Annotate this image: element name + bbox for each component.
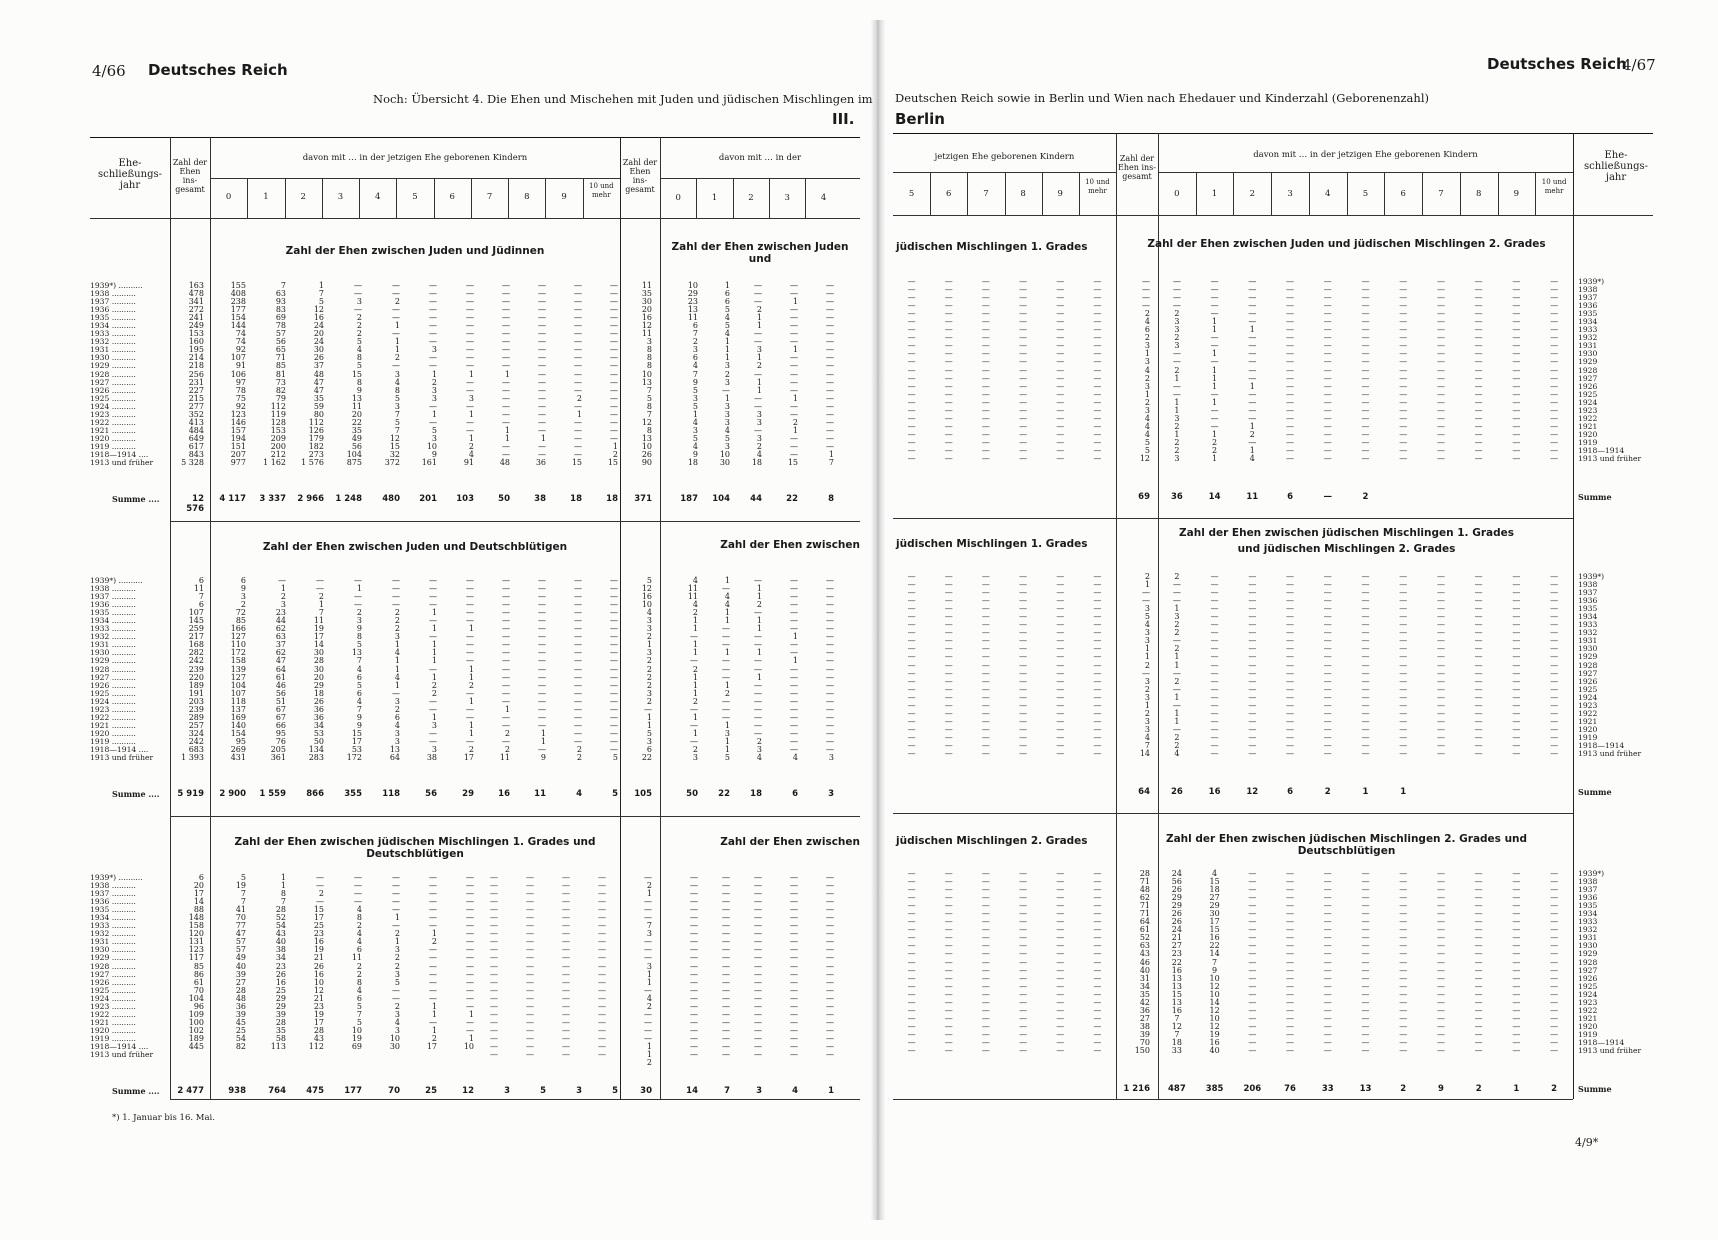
right-dashes-0-8: — — — — — — — — — — — — — — — — — — — — — — — [1474,277,1483,464]
right-page-number: 4/67 [1622,56,1656,74]
right-total-header: Zahl der Ehen ins-gesamt [1118,154,1156,181]
left-header-rule [90,218,860,219]
right-vrule-total [1116,133,1117,1099]
left-sum-2-5: 70 [388,1086,400,1096]
left-s2-title: Zahl der Ehen zwischen Juden und Deutschblütigen [262,541,568,553]
left-year-header: Ehe-schließungs-jahr [98,158,162,191]
left-s2-title-b: Zahl der Ehen zwischen [720,539,860,551]
left-sum-1-8: 16 [498,789,510,799]
left-right-block-1-c0: 4 11 11 4 2 1 1 — 1 1 — 2 1 1 1 2 — 1 — 1 — 2 3 [687,576,698,763]
left-title-line: Noch: Übersicht 4. Die Ehen und Mischehen mit Juden und jüdischen Mischlingen im [373,92,873,106]
right-dashes-0-10: — — — — — — — — — — — — — — — — — — — — — — — [1550,277,1559,464]
left-sum-0-8: 50 [498,494,510,504]
sum-label-left-2: Summe .... [112,1086,160,1096]
right-cont-dashes-2-4: — — — — — — — — — — — — — — — — — — — — — — — [1056,869,1065,1056]
left-child-count-8: 8 [524,192,530,202]
right-child-count-10: 10 und mehr [1541,178,1567,195]
right-dashes-0-3: — — — — — — — — — — — — — — — — — — — — — — — [1286,277,1295,464]
right-cont-dashes-1-1: — — — — — — — — — — — — — — — — — — — — — — — [944,572,953,759]
left-s1_left-c0: 155 408 238 177 154 144 74 74 92 107 91 106 97 78 75 92 123 146 157 194 151 207 977 [230,281,246,468]
left-s3_left-c8-empty: — — — — — — — — — — — — — — — — — — — — — — — [526,873,534,1060]
left-sum-1-3: 866 [306,789,324,799]
right-cont-dashes-2-5: — — — — — — — — — — — — — — — — — — — — — — — [1093,869,1102,1056]
left-children-header: davon mit … in der jetzigen Ehe geborenen Kindern [302,153,528,163]
right-sum-1-6: 1 [1362,787,1369,797]
right-child-count-0: 0 [1174,189,1180,199]
left-sum-2-7: 12 [462,1086,474,1096]
book-gutter [870,20,886,1220]
left2-sum-0-2: 104 [712,494,730,504]
right-sum-1-0: 64 [1138,787,1150,797]
right-sum-2-4: 76 [1284,1084,1296,1094]
right-dashes-1-10: — — — — — — — — — — — — — — — — — — — — — — — [1550,572,1559,759]
left-sum-0-6: 201 [419,494,437,504]
left-vrule-mid [620,137,621,1099]
right-s3-title-b: Zahl der Ehen zwischen jüdischen Mischlingen 2. Grades und Deutschblütigen [1165,833,1528,857]
right-header-rule [893,215,1653,216]
right-cont-dashes-0-2: — — — — — — — — — — — — — — — — — — — — — — — [981,277,990,464]
left-s3_left-c0: 5 19 7 7 41 70 77 47 57 57 49 40 39 27 28 48 36 39 45 25 54 82 [235,873,246,1051]
left-subheader-rule-a [210,178,620,179]
right-cont-dashes-2-3: — — — — — — — — — — — — — — — — — — — — — — — [1019,869,1028,1056]
left-sum-2-0: 2 477 [177,1086,204,1096]
sum-label-right-0: Summe [1578,492,1612,502]
right-c0-0: — — — — 2 3 3 2 3 — — 2 1 — — 1 1 3 2 1 2 2 3 [1172,277,1181,464]
right-dashes-1-4: — — — — — — — — — — — — — — — — — — — — — — — [1323,572,1332,759]
right-sum-1-5: 2 [1324,787,1331,797]
left-total-header: Zahl der Ehen ins-gesamt [172,158,208,194]
right-cont-dashes-0-0: — — — — — — — — — — — — — — — — — — — — — — — [907,277,916,464]
left-sum-1-11: 5 [612,789,618,799]
right-sum-1-4: 6 [1287,787,1293,797]
left-s3_left-c6: — — — — — — — — — — — — — — — — — 1 — — 1 10 [463,873,474,1051]
left-s1_left-c1: 7 63 93 83 69 78 57 56 65 71 85 81 73 82 79 112 119 128 153 209 200 212 1 162 [263,281,286,468]
right-sum-2-10: 1 [1513,1084,1520,1094]
left2-sum-1-0: 105 [634,789,652,799]
left2-child-count-4: 4 [820,193,827,203]
left-children-header-2: davon mit … in der [718,153,802,163]
left-right-block-0-c4: — — — — — — — — — — — — — — — — — — — — — 1 7 [826,281,834,468]
left-s2_left-c10: — — — — — — — — — — — — — — — — — — — — — — 5 [610,576,618,763]
left2-sum-2-0: 30 [640,1086,652,1096]
left-sum-0-5: 480 [382,494,400,504]
left-sum-0-11: 18 [606,494,618,504]
left-right-block-1-c2: — 1 1 2 — 1 1 — — 1 — — 1 — — — — — — — 2 3 4 [754,576,762,763]
left-sum-2-8: 3 [504,1086,510,1096]
right-sum-1-1: 26 [1170,787,1183,797]
left-s1_left-c8: — — — — — — — — — — — — — — — — — — — 1 — — 36 [535,281,546,468]
left2-sum-1-4: 6 [792,789,798,799]
left2-sum-2-2: 7 [724,1086,730,1096]
right-year-header: Ehe-schließungs-jahr [1584,150,1648,183]
left-s2_left-total: 6 11 7 6 107 145 259 217 168 282 242 239 220 189 191 203 239 289 257 324 242 683 1 393 [181,576,204,763]
left-child-count-9: 9 [561,192,567,202]
left-sum-2-4: 177 [344,1086,362,1096]
left-sum-2-1: 938 [228,1086,246,1096]
right-cont-count-3: 8 [1020,189,1026,199]
right-table-top-rule [893,133,1653,134]
left-s1_left-total: 163 478 341 272 241 249 153 160 195 214 218 256 231 227 215 277 352 413 484 649 617 843 5 328 [181,281,204,468]
left-right-block-0-c2: — — — 2 1 1 — — 3 1 2 — 1 1 — — 3 3 — 3 2 4 18 [751,281,762,468]
left-s1_left-c10: — — — — — — — — — — — — — — — — — — — — 1 2 15 [607,281,618,468]
right-dashes-2-9: — — — — — — — — — — — — — — — — — — — — — — — [1512,869,1521,1056]
right-dashes-2-5: — — — — — — — — — — — — — — — — — — — — — — — [1361,869,1370,1056]
right-cont-dashes-1-0: — — — — — — — — — — — — — — — — — — — — — — — [907,572,916,759]
right-sum-rule-3 [893,1099,1573,1100]
left-sum-0-1: 4 117 [219,494,246,504]
right-sum-1-3: 12 [1246,787,1259,797]
left-sum-1-1: 2 900 [219,789,246,799]
right-cont-dashes-0-3: — — — — — — — — — — — — — — — — — — — — — — — [1019,277,1028,464]
right-total-2: 28 71 48 62 71 71 64 61 52 63 43 46 40 31 34 35 42 36 27 38 39 70 150 [1134,869,1150,1056]
right-sum-2-8: 9 [1437,1084,1444,1094]
left-right-block-2-c0: — — — — — — — — — — — — — — — — — — — — — — — [690,873,698,1060]
sum-label-left-0: Summe .... [112,494,160,504]
left-table-top-rule [90,137,860,138]
right-sum-2-5: 33 [1321,1084,1334,1094]
right-sum-0-5: — [1323,492,1333,502]
year-column-left-2: 1939*) .......... 1938 .......... 1937 .......... 1936 .......... 1935 .......... 1934 .......... 1933 .......... 1932 .......... 1931 .......... 1930 .......... 1929 .......... 1928 .......... 1927 .......... 1926 .......... 1925 .......... 1924 .......... 1923 .......... 1922 .......... 1921 .......... 1920 .......... 1919 .......... 1918—1914 .... 1913 und früher [90,873,154,1060]
right-s3-title-a: jüdischen Mischlingen 2. Grades [896,835,1088,847]
left-s1_left-c3: — — 3 — 2 2 2 5 4 8 5 15 8 9 13 11 20 22 35 49 56 104 875 [346,281,362,468]
right-c1-0: — — — — — 1 1 — — 1 — 1 1 1 — 1 — — — 1 2 2 1 [1210,277,1219,464]
right-sum-0-2: 14 [1208,492,1221,502]
right-sum-2-3: 206 [1243,1084,1262,1094]
left-s3-title-b: Zahl der Ehen zwischen [720,836,860,848]
right-s1-title-a: jüdischen Mischlingen 1. Grades [896,241,1088,253]
left-sum-1-4: 355 [344,789,362,799]
left-sum-2-10: 3 [576,1086,582,1096]
left-sum-1-2: 1 559 [259,789,286,799]
right-section-city: Berlin [895,110,945,128]
left-s3_left-c7-empty: — — — — — — — — — — — — — — — — — — — — — — — [490,873,498,1060]
right-cont-dashes-1-4: — — — — — — — — — — — — — — — — — — — — — — — [1056,572,1065,759]
right-dashes-1-9: — — — — — — — — — — — — — — — — — — — — — — — [1512,572,1521,759]
sum-label-right-2: Summe [1578,1084,1612,1094]
left-sum-0-9: 38 [534,494,546,504]
right-cont-dashes-1-2: — — — — — — — — — — — — — — — — — — — — — — — [981,572,990,759]
left2-sum-0-5: 8 [828,494,834,504]
right-child-count-6: 6 [1400,189,1406,199]
right-dashes-0-7: — — — — — — — — — — — — — — — — — — — — — — — [1436,277,1445,464]
right-sum-0-3: 11 [1246,492,1259,502]
left2-child-count-1: 1 [711,193,718,203]
right-s2-title-a: jüdischen Mischlingen 1. Grades [896,538,1088,550]
year-column-left-1: 1939*) .......... 1938 .......... 1937 .......... 1936 .......... 1935 .......... 1934 .......... 1933 .......... 1932 .......... 1931 .......... 1930 .......... 1929 .......... 1928 .......... 1927 .......... 1926 .......... 1925 .......... 1924 .......... 1923 .......... 1922 .......... 1921 .......... 1920 .......... 1919 .......... 1918—1914 .... 1913 und früher [90,576,154,763]
right-dashes-1-6: — — — — — — — — — — — — — — — — — — — — — — — [1399,572,1408,759]
left-sum-2-11: 5 [612,1086,618,1096]
right-vrule-year [1573,133,1574,1099]
left-section-roman: III. [832,110,855,128]
left-sum-0-4: 1 248 [335,494,362,504]
left-child-count-6: 6 [449,192,455,202]
left-s1_left-c5: — — — — — — — — 3 — — 1 2 3 3 — 1 — 5 3 10 9 161 [421,281,437,468]
year-column-right-2: 1939*) 1938 1937 1936 1935 1934 1933 1932 1931 1930 1929 1928 1927 1926 1925 1924 1923 1922 1921 1920 1919 1918—1914 1913 und früher [1578,869,1642,1056]
right-running-head: Deutsches Reich [1487,55,1627,73]
right-child-count-7: 7 [1438,189,1444,199]
right-sum-2-1: 487 [1167,1084,1186,1094]
right-sum-2-11: 2 [1551,1084,1558,1094]
left-sum-0-0: 12 576 [186,494,204,514]
right-dashes-2-4: — — — — — — — — — — — — — — — — — — — — — — — [1323,869,1332,1056]
left-s1_left-c2: 1 7 5 12 16 24 20 24 30 26 37 48 47 47 35 59 80 112 126 179 182 273 1 576 [301,281,324,468]
right-cont-count-4: 9 [1057,189,1063,199]
left-s3_left-c5: — — — — — — — 1 2 — — — — — — — 1 1 — 1 2 17 [426,873,437,1051]
year-column-right-1: 1939*) 1938 1937 1936 1935 1934 1933 1932 1931 1930 1929 1928 1927 1926 1925 1924 1923 1922 1921 1920 1919 1918—1914 1913 und früher [1578,572,1642,759]
left-sum-rule-1 [170,521,860,522]
left2-sum-1-3: 18 [750,789,762,799]
right-sum-0-0: 69 [1138,492,1150,502]
left-sum-0-10: 18 [570,494,582,504]
right-child-count-9: 9 [1513,189,1520,199]
left2-child-count-3: 3 [784,193,790,203]
right-dashes-1-3: — — — — — — — — — — — — — — — — — — — — — — — [1286,572,1295,759]
right-cont-dashes-2-0: — — — — — — — — — — — — — — — — — — — — — — — [907,869,916,1056]
right-cont-dashes-2-1: — — — — — — — — — — — — — — — — — — — — — — — [944,869,953,1056]
left-right-block-1-c4: — — — — — — — — — — — — — — — — — — — — — — 3 [826,576,834,763]
left2-child-count-0: 0 [675,193,681,203]
left-right-block-0-c3: — — 1 — — — — — 1 — — — — — 1 — — 2 1 — — — 15 [787,281,798,468]
left-right-block-0-c1: 1 6 6 5 4 5 4 1 1 1 3 2 3 — 1 3 3 3 4 5 3 10 30 [719,281,730,468]
left2-sum-0-1: 187 [680,494,698,504]
left-s3_left-total: 6 20 17 14 88 148 158 120 131 123 117 85 86 61 70 104 96 109 100 102 189 445 [188,873,204,1051]
left-sum-1-10: 4 [576,789,582,799]
left2-sum-0-4: 22 [786,494,798,504]
left-s2_left-c0: 6 9 3 2 72 85 166 127 110 172 158 139 127 104 107 118 137 169 140 154 95 269 431 [230,576,246,763]
left-child-count-10: 10 und mehr [589,182,614,199]
left-right-block-1-total: 5 12 16 10 4 3 3 2 1 3 2 2 2 2 3 2 — 1 1 5 3 6 22 [641,576,652,763]
right-dashes-0-9: — — — — — — — — — — — — — — — — — — — — — — — [1512,277,1521,464]
left-s1_left-c7: — — — — — — — — — — — 1 — — — — — — 1 1 — — 48 [499,281,510,468]
right-dashes-1-2: — — — — — — — — — — — — — — — — — — — — — — — [1248,572,1257,759]
left-s2_left-c2: — — 2 1 7 11 19 17 14 30 28 30 20 29 18 26 36 36 34 53 50 134 283 [308,576,324,763]
right-dashes-1-1: — — — — — — — — — — — — — — — — — — — — — — — [1210,572,1219,759]
left2-sum-1-5: 3 [828,789,834,799]
left-sum-1-6: 56 [425,789,437,799]
left-s1_left-c4: — — 2 — — 1 — 1 1 2 — 3 4 8 5 3 7 5 7 12 15 32 372 [384,281,400,468]
left-sum-1-0: 5 919 [177,789,204,799]
right-s1-title-b: Zahl der Ehen zwischen Juden und jüdischen Mischlingen 2. Grades [1147,238,1546,250]
left-right-block-0-total: 11 35 30 20 16 12 11 3 8 8 8 10 13 7 5 8 7 12 8 13 10 26 90 [641,281,652,468]
right-s2-title-b: Zahl der Ehen zwischen jüdischen Mischlingen 1. Grades [1179,527,1514,539]
left-child-count-2: 2 [300,192,306,202]
left-sum-2-2: 764 [268,1086,286,1096]
left-vrule-year [170,137,171,1099]
left-child-count-4: 4 [375,192,381,202]
sum-label-right-1: Summe [1578,787,1612,797]
right-c0-2: 24 56 26 29 29 26 26 24 21 27 23 22 16 13 13 15 13 16 7 12 7 18 33 [1171,869,1182,1056]
left-sum-1-5: 118 [382,789,400,799]
right-subheader-rule-b [1158,172,1573,173]
left2-sum-2-1: 14 [686,1086,698,1096]
left-right-block-2-c4: — — — — — — — — — — — — — — — — — — — — — — — [826,873,834,1060]
right-page-foot: 4/9* [1575,1136,1599,1149]
left-sum-rule-2 [170,816,860,817]
right-sum-0-6: 2 [1362,492,1369,502]
right-cont-dashes-0-5: — — — — — — — — — — — — — — — — — — — — — — — [1093,277,1102,464]
right-cont-count-5: 10 und mehr [1085,178,1110,195]
left-right-block-1-c1: 1 — 4 4 1 1 — — — 1 — — — 1 2 — — — 1 3 1 1 5 [722,576,730,763]
left-sum-rule-3 [170,1099,860,1100]
right-sum-1-7: 1 [1400,787,1407,797]
left-child-count-1: 1 [263,192,269,202]
left-subheader-rule-b [660,178,860,179]
right-sum-rule-1 [893,518,1573,519]
right-dashes-2-8: — — — — — — — — — — — — — — — — — — — — — — — [1474,869,1483,1056]
left-sum-1-7: 29 [462,789,474,799]
right-cont-dashes-0-1: — — — — — — — — — — — — — — — — — — — — — — — [944,277,953,464]
right-dashes-2-6: — — — — — — — — — — — — — — — — — — — — — — — [1399,869,1408,1056]
left2-sum-2-4: 4 [792,1086,798,1096]
right-cont-dashes-0-4: — — — — — — — — — — — — — — — — — — — — — — — [1056,277,1065,464]
right-child-count-2: 2 [1249,189,1256,199]
left-page-number: 4/66 [92,62,126,80]
right-dashes-0-6: — — — — — — — — — — — — — — — — — — — — — — — [1399,277,1408,464]
left-child-count-7: 7 [486,192,493,202]
left-right-block-2-c3: — — — — — — — — — — — — — — — — — — — — — — — [790,873,798,1060]
right-c0-1: 2 — — — 1 3 2 2 — 2 1 1 — 2 — 1 — 1 1 — 2 2 4 [1172,572,1181,759]
left-sum-2-3: 475 [306,1086,324,1096]
left-s1-title: Zahl der Ehen zwischen Juden und Jüdinnen [285,245,545,257]
right-child-count-4: 4 [1325,189,1331,199]
left2-child-count-2: 2 [748,193,754,203]
right-cont-dashes-1-5: — — — — — — — — — — — — — — — — — — — — — — — [1093,572,1102,759]
right-total-0: — — — — 2 4 6 2 3 1 3 4 2 3 1 2 3 4 4 4 5 5 12 [1139,277,1150,464]
left-running-head: Deutsches Reich [148,61,288,79]
left-sum-0-3: 2 966 [297,494,324,504]
left-sum-1-9: 11 [534,789,546,799]
right-cont-count-1: 6 [946,189,952,199]
left-right-block-2-c1: — — — — — — — — — — — — — — — — — — — — — — — [722,873,730,1060]
left-right-block-2-c2: — — — — — — — — — — — — — — — — — — — — — — — [754,873,762,1060]
left-s2_left-c1: — 1 2 3 23 44 62 63 37 62 47 64 61 46 56 51 67 67 66 95 76 205 361 [270,576,286,763]
left-total-header-2: Zahl der Ehen ins-gesamt [622,158,658,194]
left-right-block-2-total: — 2 1 — — — 7 3 — — — 3 1 1 — 4 2 — — — — 1 1 2 [644,873,652,1068]
left2-sum-1-2: 22 [718,789,730,799]
left-child-count-0: 0 [225,192,232,202]
right-title-line: Deutschen Reich sowie in Berlin und Wien nach Ehedauer und Kinderzahl (Geborenenzahl) [895,91,1429,105]
left-sum-2-9: 5 [540,1086,546,1096]
left-s3_left-c10-empty: — — — — — — — — — — — — — — — — — — — — — — — [598,873,606,1060]
right-dashes-2-10: — — — — — — — — — — — — — — — — — — — — — — — [1550,869,1559,1056]
left-s2_left-c4: — — — — 2 2 2 3 1 4 1 1 4 1 — 3 2 6 4 3 3 13 64 [389,576,400,763]
right-child-count-1: 1 [1211,189,1218,199]
right-sum-2-0: 1 216 [1123,1084,1150,1094]
right-sum-2-2: 385 [1205,1084,1224,1094]
right-c1-2: 4 15 18 27 29 30 17 15 16 22 14 7 9 10 12 10 14 12 10 12 19 16 40 [1209,869,1220,1056]
left-child-count-3: 3 [337,192,344,202]
left-s2_left-c3: — 1 — — 2 3 9 8 5 13 7 4 6 5 6 4 7 9 9 15 17 53 172 [346,576,362,763]
left-right-block-1-c3: — — — — — — — 1 — — 1 — — — — — — — — — — — 4 [790,576,798,763]
right-child-count-8: 8 [1475,189,1482,199]
left-s2_left-c5: — — — — 1 — 1 — 1 1 1 — 1 2 2 — — 1 3 — — 3 38 [426,576,437,763]
right-cont-dashes-1-3: — — — — — — — — — — — — — — — — — — — — — — — [1019,572,1028,759]
right-cont-dashes-2-2: — — — — — — — — — — — — — — — — — — — — — — — [981,869,990,1056]
right-dashes-1-5: — — — — — — — — — — — — — — — — — — — — — — — [1361,572,1370,759]
left-footnote: *) 1. Januar bis 16. Mai. [112,1113,215,1123]
right-dashes-1-7: — — — — — — — — — — — — — — — — — — — — — — — [1436,572,1445,759]
right-total-1: 2 1 — — 3 5 4 3 3 1 1 2 — 3 2 3 1 2 3 3 4 7 14 [1139,572,1150,759]
right-dashes-0-4: — — — — — — — — — — — — — — — — — — — — — — — [1323,277,1332,464]
right-dashes-2-3: — — — — — — — — — — — — — — — — — — — — — — — [1286,869,1295,1056]
left-right-block-0-c0: 10 29 23 13 11 6 7 2 3 6 4 7 9 5 3 5 1 4 3 5 4 9 18 [687,281,698,468]
right-sum-1-2: 16 [1208,787,1221,797]
left-s1-title-b: Zahl der Ehen zwischen Juden und [671,241,849,265]
right-sum-2-9: 2 [1475,1084,1482,1094]
left-s3_left-c2: — — 2 — 15 17 25 23 16 19 21 26 16 10 12 21 23 19 17 28 43 112 [308,873,324,1051]
left-s2_left-c6: — — — — — — 1 — — — — 1 1 2 — 1 — — 1 1 — 2 17 [463,576,474,763]
left-vrule-total [210,137,211,1099]
right-dashes-2-2: — — — — — — — — — — — — — — — — — — — — — — — [1248,869,1257,1056]
right-c2-0: — — — — — — 1 — — — — — — 1 — — — — 1 2 — 1 4 [1248,277,1257,464]
right-sum-0-4: 6 [1287,492,1293,502]
left-child-count-5: 5 [412,192,418,202]
right-dashes-0-5: — — — — — — — — — — — — — — — — — — — — — — — [1361,277,1370,464]
left-s3_left-c3: — — — — 4 8 2 4 4 6 11 2 2 8 4 6 5 7 5 10 19 69 [351,873,362,1051]
left2-sum-0-0: 371 [634,494,652,504]
right-sum-2-7: 2 [1400,1084,1407,1094]
left-s3_left-c9-empty: — — — — — — — — — — — — — — — — — — — — — — — [562,873,570,1060]
right-cont-count-0: 5 [908,189,915,199]
year-column-right-0: 1939*) 1938 1937 1936 1935 1934 1933 1932 1931 1930 1929 1928 1927 1926 1925 1924 1923 1922 1921 1920 1919 1918—1914 1913 und früher [1578,277,1642,464]
left2-sum-0-3: 44 [750,494,762,504]
right-child-count-5: 5 [1362,189,1369,199]
left-sum-2-6: 25 [425,1086,437,1096]
left-s2_left-c8: — — — — — — — — — — — — — — — — — — — 1 1 — 9 [538,576,546,763]
left-sum-0-7: 103 [456,494,474,504]
left-s1_left-c6: — — — — — — — — — — — 1 — — 3 — 1 — — 1 2 4 91 [463,281,474,468]
left-s3-title: Zahl der Ehen zwischen jüdischen Mischlingen 1. Grades und Deutschblütigen [234,836,596,860]
right-child-count-3: 3 [1287,189,1293,199]
left2-sum-1-1: 50 [686,789,698,799]
right-s2-title-b2: und jüdischen Mischlingen 2. Grades [1237,543,1456,555]
left-s2_left-c9: — — — — — — — — — — — — — — — — — — — — — 2 2 [574,576,582,763]
right-cont-count-2: 7 [983,189,989,199]
left-s2_left-c7: — — — — — — — — — — — — — — — — 1 — — 2 — 2 11 [499,576,510,763]
left-vrule-total2 [660,137,661,1099]
right-cont-header: jetzigen Ehe geborenen Kindern [934,152,1075,162]
right-children-header: davon mit … in der jetzigen Ehe geborenen Kindern [1253,150,1478,160]
right-sum-0-1: 36 [1170,492,1183,502]
left2-sum-2-3: 3 [756,1086,762,1096]
sum-label-left-1: Summe .... [112,789,160,799]
left-s1_left-c9: — — — — — — — — — — — — — — 2 — 1 — — — — — 15 [571,281,582,468]
right-sum-rule-2 [893,813,1573,814]
left-sum-0-2: 3 337 [259,494,286,504]
left-s3_left-c4: — — — — — 1 — 2 1 3 2 2 3 5 — — 2 3 4 3 10 30 [389,873,400,1051]
right-sum-2-6: 13 [1359,1084,1372,1094]
year-column-left-0: 1939*) .......... 1938 .......... 1937 .......... 1936 .......... 1935 .......... 1934 .......... 1933 .......... 1932 .......... 1931 .......... 1930 .......... 1929 .......... 1928 .......... 1927 .......... 1926 .......... 1925 .......... 1924 .......... 1923 .......... 1922 .......... 1921 .......... 1920 .......... 1919 .......... 1918—1914 .... 1913 und früher [90,281,154,468]
right-dashes-2-7: — — — — — — — — — — — — — — — — — — — — — — — [1436,869,1445,1056]
right-dashes-1-8: — — — — — — — — — — — — — — — — — — — — — — — [1474,572,1483,759]
left-s3_left-c1: 1 1 8 7 28 52 54 43 40 38 34 23 26 16 25 29 29 39 28 35 58 113 [270,873,286,1051]
left2-sum-2-5: 1 [828,1086,834,1096]
